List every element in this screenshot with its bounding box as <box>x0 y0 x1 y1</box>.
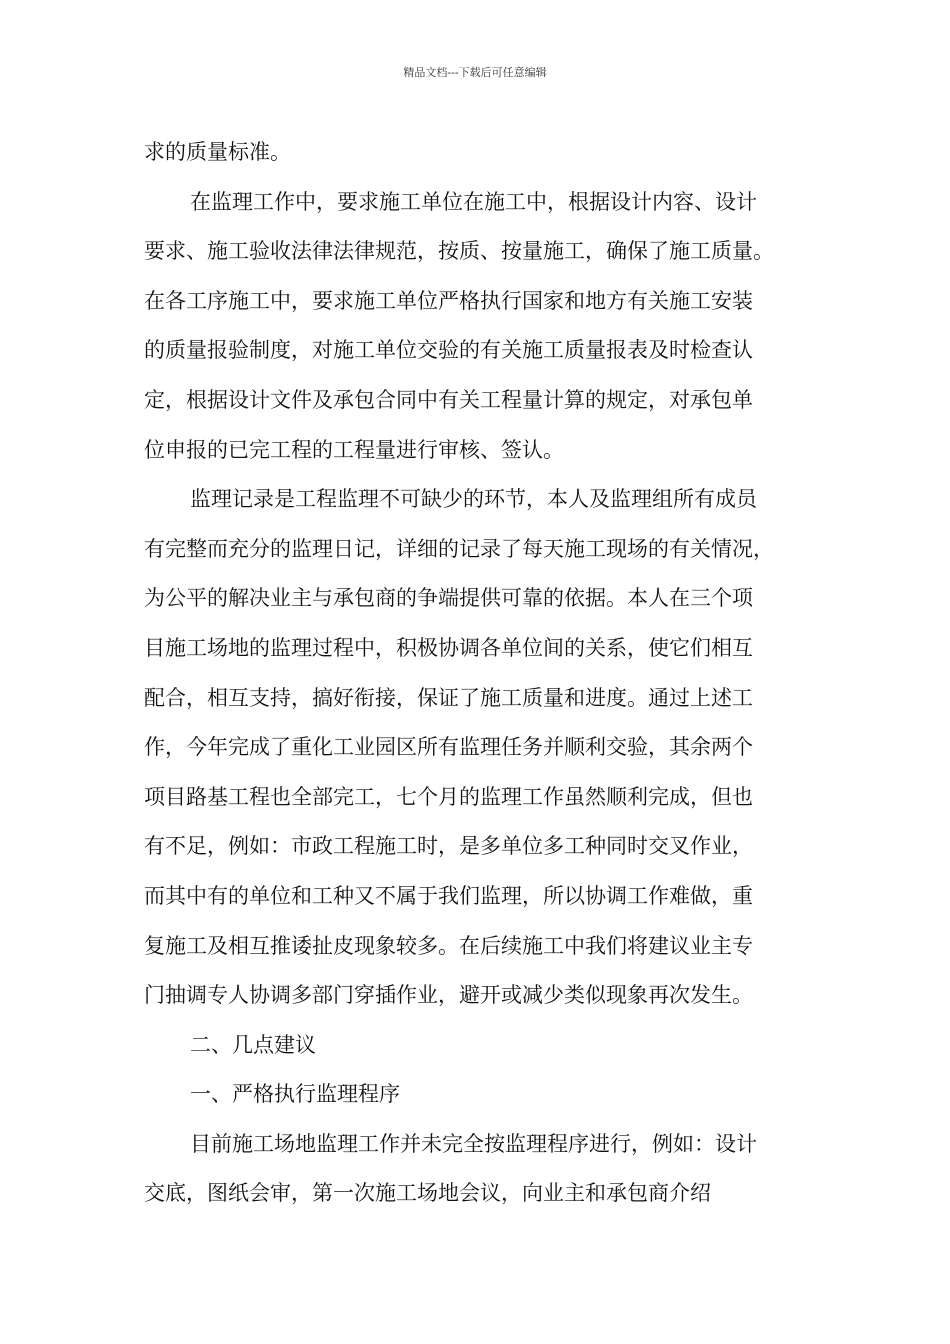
text-line: 目前施工场地监理工作并未完全按监理程序进行，例如：设计 <box>190 1131 757 1156</box>
text-line: 交底，图纸会审，第一次施工场地会议，向业主和承包商介绍 <box>144 1181 711 1206</box>
text-line: 有完整而充分的监理日记，详细的记录了每天施工现场的有关情况， <box>144 536 774 561</box>
page-header: 精品文档---下载后可任意编辑 <box>403 66 547 79</box>
text-line: 复施工及相互推诿扯皮现象较多。在后续施工中我们将建议业主专 <box>144 933 753 958</box>
text-line: 位申报的已完工程的工程量进行审核、签认。 <box>144 437 564 462</box>
text-line: 求的质量标准。 <box>144 140 291 164</box>
text-line: 在各工序施工中，要求施工单位严格执行国家和地方有关施工安装 <box>144 288 753 313</box>
text-line: 一、严格执行监理程序 <box>190 1082 400 1107</box>
text-line: 为公平的解决业主与承包商的争端提供可靠的依据。本人在三个项 <box>144 586 753 611</box>
text-line: 门抽调专人协调多部门穿插作业，避开或减少类似现象再次发生。 <box>144 983 753 1008</box>
text-line: 项目路基工程也全部完工，七个月的监理工作虽然顺利完成，但也 <box>144 784 753 809</box>
text-line: 目施工场地的监理过程中，积极协调各单位间的关系，使它们相互 <box>144 635 753 660</box>
text-line: 有不足，例如：市政工程施工时，是多单位多工种同时交叉作业， <box>144 834 753 859</box>
text-line: 作，今年完成了重化工业园区所有监理任务并顺利交验，其余两个 <box>144 735 753 760</box>
text-line: 的质量报验制度，对施工单位交验的有关施工质量报表及时检查认 <box>144 338 753 363</box>
text-line: 在监理工作中，要求施工单位在施工中，根据设计内容、设计 <box>190 189 757 214</box>
text-line: 要求、施工验收法律法律规范，按质、按量施工，确保了施工质量。 <box>144 239 774 264</box>
text-line: 配合，相互支持，搞好衔接，保证了施工质量和进度。通过上述工 <box>144 685 753 710</box>
text-line: 定，根据设计文件及承包合同中有关工程量计算的规定，对承包单 <box>144 387 753 412</box>
text-line: 而其中有的单位和工种又不属于我们监理，所以协调工作难做，重 <box>144 883 753 908</box>
text-line: 监理记录是工程监理不可缺少的环节，本人及监理组所有成员 <box>190 487 757 512</box>
document-body <box>144 128 824 1219</box>
text-line: 二、几点建议 <box>190 1032 316 1057</box>
